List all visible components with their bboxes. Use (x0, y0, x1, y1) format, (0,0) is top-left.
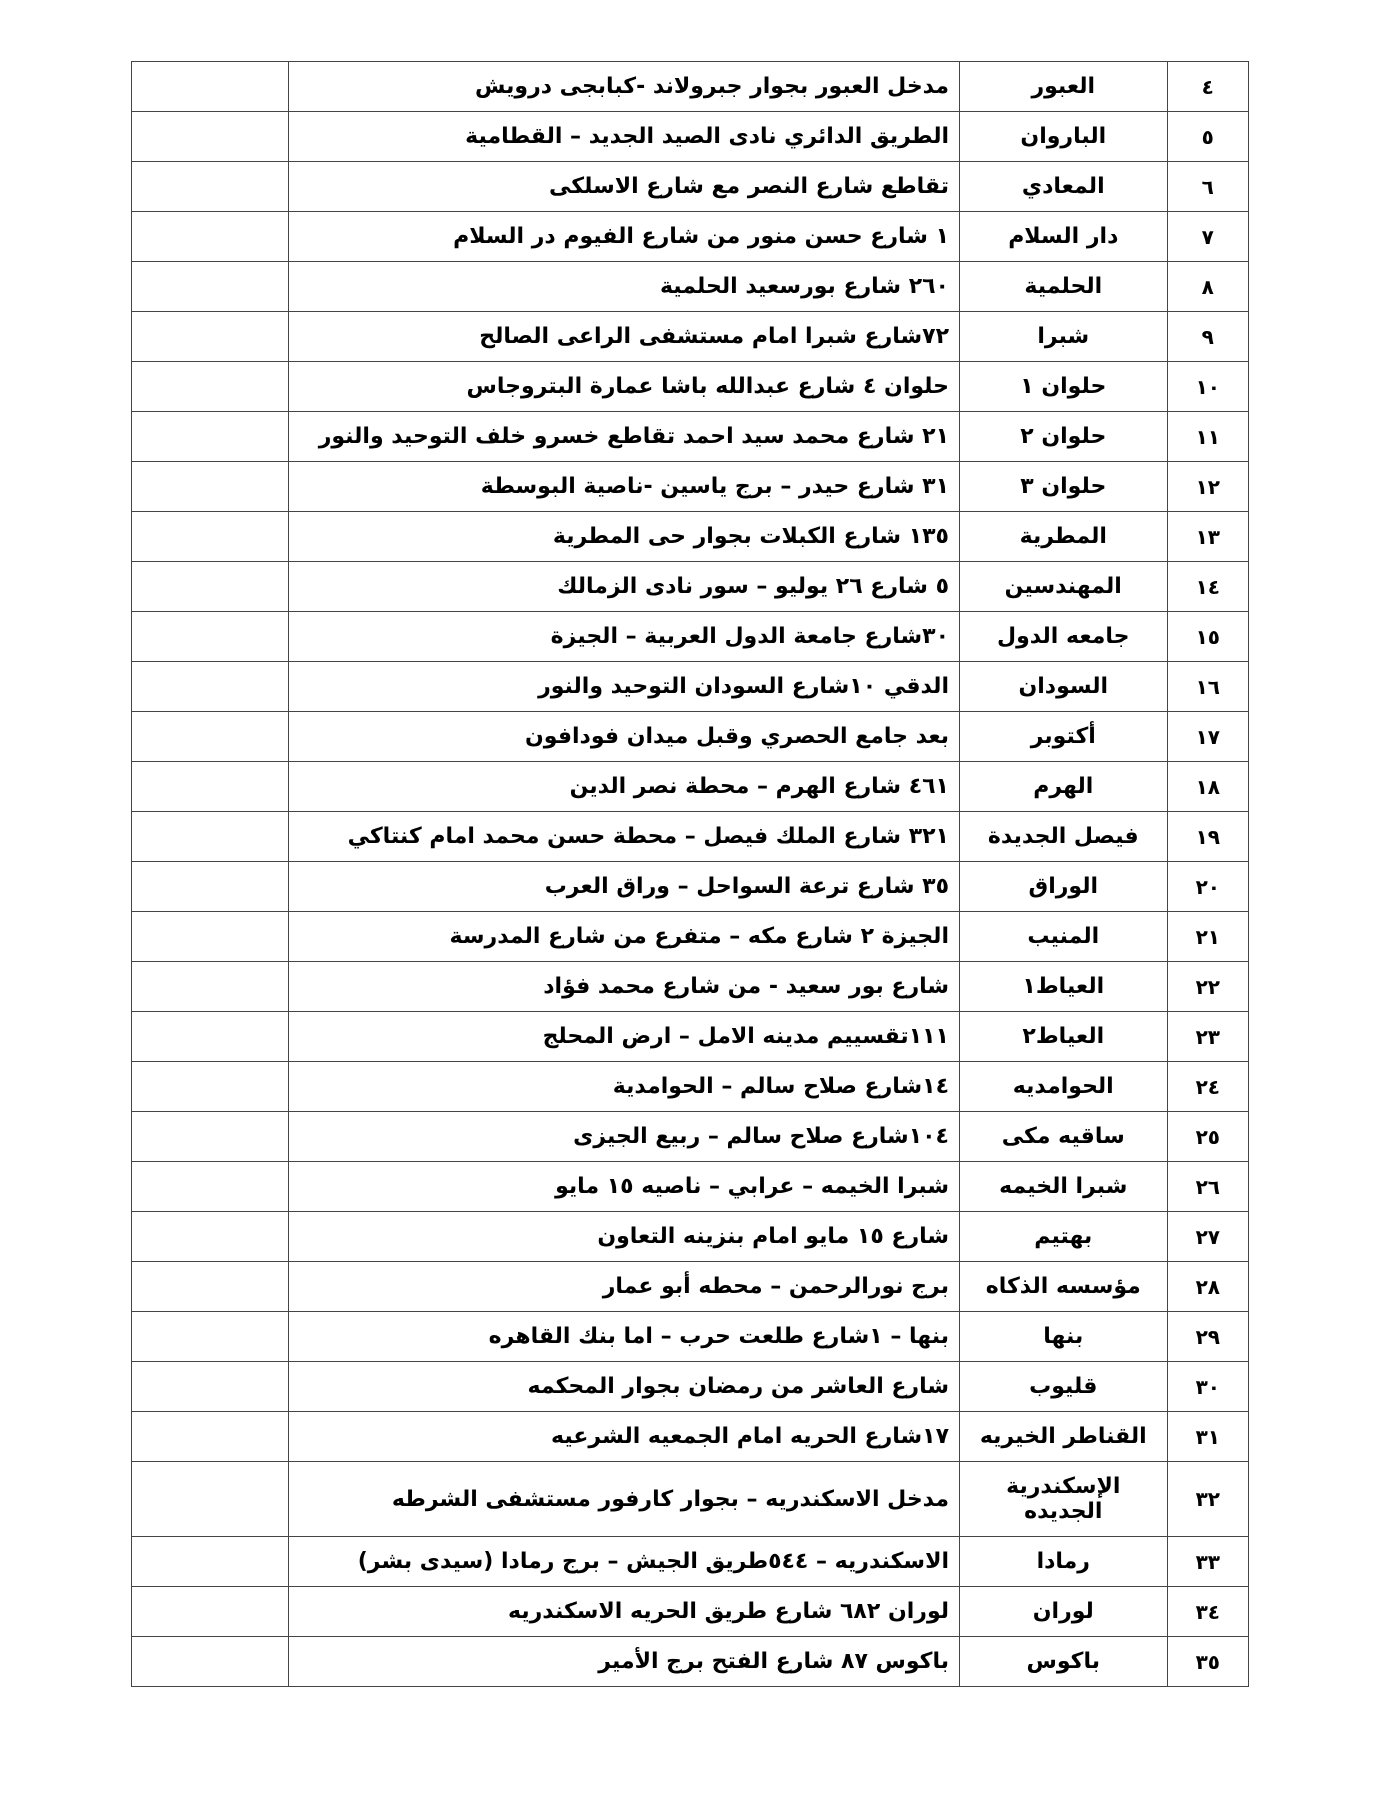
address: ٢٦٠ شارع بورسعيد الحلمية (289, 262, 960, 312)
table-row (132, 112, 1249, 162)
empty-cell (132, 712, 289, 762)
empty-cell (132, 662, 289, 712)
empty-cell (132, 312, 289, 362)
empty-cell (132, 612, 289, 662)
table-row (132, 1312, 1249, 1362)
address: ٣٠شارع جامعة الدول العربية – الجيزة (289, 612, 960, 662)
address: ٣٥ شارع ترعة السواحل – وراق العرب (289, 862, 960, 912)
address: الطريق الدائري نادى الصيد الجديد – القطامية (289, 112, 960, 162)
empty-cell (132, 1637, 289, 1687)
row-number: ١٩ (1167, 812, 1248, 862)
empty-cell (132, 412, 289, 462)
area-name: شبرا (960, 312, 1168, 362)
table-row (132, 562, 1249, 612)
area-name: حلوان ٣ (960, 462, 1168, 512)
address: حلوان ٤ شارع عبدالله باشا عمارة البتروجاس (289, 362, 960, 412)
area-name: الوراق (960, 862, 1168, 912)
table-row (132, 512, 1249, 562)
empty-cell (132, 1462, 289, 1537)
empty-cell (132, 112, 289, 162)
empty-cell (132, 1012, 289, 1062)
row-number: ٢٣ (1167, 1012, 1248, 1062)
table-row (132, 312, 1249, 362)
address: ٤٦١ شارع الهرم – محطة نصر الدين (289, 762, 960, 812)
empty-cell (132, 162, 289, 212)
empty-cell (132, 262, 289, 312)
address: ١١١تقسييم مدينه الامل – ارض المحلج (289, 1012, 960, 1062)
row-number: ٢٦ (1167, 1162, 1248, 1212)
address: شارع ١٥ مايو امام بنزينه التعاون (289, 1212, 960, 1262)
table-row (132, 662, 1249, 712)
table-row (132, 1587, 1249, 1637)
area-name: المهندسين (960, 562, 1168, 612)
area-name: بهتيم (960, 1212, 1168, 1262)
row-number: ٦ (1167, 162, 1248, 212)
table-row (132, 462, 1249, 512)
area-name: شبرا الخيمه (960, 1162, 1168, 1212)
table-row (132, 1462, 1249, 1537)
empty-cell (132, 1537, 289, 1587)
area-name: الحوامديه (960, 1062, 1168, 1112)
area-name: أكتوبر (960, 712, 1168, 762)
area-name: بنها (960, 1312, 1168, 1362)
row-number: ٨ (1167, 262, 1248, 312)
row-number: ٧ (1167, 212, 1248, 262)
area-name: القناطر الخيريه (960, 1412, 1168, 1462)
empty-cell (132, 812, 289, 862)
row-number: ١٣ (1167, 512, 1248, 562)
table-row (132, 1412, 1249, 1462)
address: تقاطع شارع النصر مع شارع الاسلكى (289, 162, 960, 212)
area-name: حلوان ٢ (960, 412, 1168, 462)
row-number: ١٧ (1167, 712, 1248, 762)
address: بنها – ١شارع طلعت حرب – اما بنك القاهره (289, 1312, 960, 1362)
address: مدخل العبور بجوار جبرولاند -كبابجى درويش (289, 62, 960, 112)
table-row (132, 862, 1249, 912)
area-name: الحلمية (960, 262, 1168, 312)
row-number: ٣٢ (1167, 1462, 1248, 1537)
table-row (132, 762, 1249, 812)
address: الجيزة ٢ شارع مكه – متفرع من شارع المدرسة (289, 912, 960, 962)
row-number: ١٨ (1167, 762, 1248, 812)
address: الاسكندريه – ٥٤٤طريق الجيش – برج رمادا (سيدى بشر) (289, 1537, 960, 1587)
row-number: ٤ (1167, 62, 1248, 112)
table-row (132, 1162, 1249, 1212)
row-number: ١٢ (1167, 462, 1248, 512)
empty-cell (132, 1062, 289, 1112)
table-row (132, 1362, 1249, 1412)
table-row (132, 1262, 1249, 1312)
area-name: مؤسسه الذكاه (960, 1262, 1168, 1312)
table-row (132, 212, 1249, 262)
address: ١٠٤شارع صلاح سالم – ربيع الجيزى (289, 1112, 960, 1162)
area-name: رمادا (960, 1537, 1168, 1587)
row-number: ٢٩ (1167, 1312, 1248, 1362)
empty-cell (132, 862, 289, 912)
area-name: دار السلام (960, 212, 1168, 262)
address: ١٧شارع الحريه امام الجمعيه الشرعيه (289, 1412, 960, 1462)
address: شارع العاشر من رمضان بجوار المحكمه (289, 1362, 960, 1412)
area-name: لوران (960, 1587, 1168, 1637)
row-number: ٣١ (1167, 1412, 1248, 1462)
row-number: ٣٣ (1167, 1537, 1248, 1587)
row-number: ٢٠ (1167, 862, 1248, 912)
empty-cell (132, 462, 289, 512)
table-row (132, 412, 1249, 462)
row-number: ٢٢ (1167, 962, 1248, 1012)
area-name: المعادي (960, 162, 1168, 212)
empty-cell (132, 762, 289, 812)
empty-cell (132, 62, 289, 112)
area-name: ساقيه مكى (960, 1112, 1168, 1162)
row-number: ١٦ (1167, 662, 1248, 712)
address: شارع بور سعيد - من شارع محمد فؤاد (289, 962, 960, 1012)
area-name: العياط١ (960, 962, 1168, 1012)
address: مدخل الاسكندريه – بجوار كارفور مستشفى الشرطه (289, 1462, 960, 1537)
area-name: جامعه الدول (960, 612, 1168, 662)
address: ١٤شارع صلاح سالم – الحوامدية (289, 1062, 960, 1112)
row-number: ٣٠ (1167, 1362, 1248, 1412)
table-row (132, 262, 1249, 312)
table-row (132, 1537, 1249, 1587)
table-row (132, 1112, 1249, 1162)
empty-cell (132, 1112, 289, 1162)
row-number: ٢١ (1167, 912, 1248, 962)
empty-cell (132, 1312, 289, 1362)
empty-cell (132, 512, 289, 562)
area-name: قليوب (960, 1362, 1168, 1412)
address: ٧٢شارع شبرا امام مستشفى الراعى الصالح (289, 312, 960, 362)
empty-cell (132, 1412, 289, 1462)
empty-cell (132, 1162, 289, 1212)
area-name: السودان (960, 662, 1168, 712)
address: ٢١ شارع محمد سيد احمد تقاطع خسرو خلف التوحيد والنور (289, 412, 960, 462)
area-name: الباروان (960, 112, 1168, 162)
row-number: ٢٧ (1167, 1212, 1248, 1262)
table-row (132, 62, 1249, 112)
area-name: فيصل الجديدة (960, 812, 1168, 862)
table-row (132, 612, 1249, 662)
row-number: ١١ (1167, 412, 1248, 462)
table-row (132, 1212, 1249, 1262)
table-row (132, 962, 1249, 1012)
address: لوران ٦٨٢ شارع طريق الحريه الاسكندريه (289, 1587, 960, 1637)
empty-cell (132, 1362, 289, 1412)
area-name: الهرم (960, 762, 1168, 812)
address: ٣٢١ شارع الملك فيصل – محطة حسن محمد امام كنتاكي (289, 812, 960, 862)
table-row (132, 712, 1249, 762)
address: بعد جامع الحصري وقبل ميدان فودافون (289, 712, 960, 762)
empty-cell (132, 1262, 289, 1312)
branches-table (131, 61, 1249, 1687)
table-row (132, 362, 1249, 412)
address: ٥ شارع ٢٦ يوليو – سور نادى الزمالك (289, 562, 960, 612)
row-number: ٩ (1167, 312, 1248, 362)
address: ٣١ شارع حيدر – برج ياسين -ناصية البوسطة (289, 462, 960, 512)
empty-cell (132, 962, 289, 1012)
empty-cell (132, 1212, 289, 1262)
empty-cell (132, 912, 289, 962)
table-row (132, 162, 1249, 212)
address: ١ شارع حسن منور من شارع الفيوم در السلام (289, 212, 960, 262)
row-number: ١٥ (1167, 612, 1248, 662)
address: برج نورالرحمن – محطه أبو عمار (289, 1262, 960, 1312)
empty-cell (132, 562, 289, 612)
row-number: ٥ (1167, 112, 1248, 162)
row-number: ٣٤ (1167, 1587, 1248, 1637)
area-name: العبور (960, 62, 1168, 112)
row-number: ٢٥ (1167, 1112, 1248, 1162)
table-row (132, 912, 1249, 962)
row-number: ١٤ (1167, 562, 1248, 612)
area-name: العياط٢ (960, 1012, 1168, 1062)
area-name: باكوس (960, 1637, 1168, 1687)
row-number: ٢٤ (1167, 1062, 1248, 1112)
table-row (132, 1012, 1249, 1062)
empty-cell (132, 212, 289, 262)
row-number: ٢٨ (1167, 1262, 1248, 1312)
row-number: ٣٥ (1167, 1637, 1248, 1687)
empty-cell (132, 1587, 289, 1637)
area-name: الإسكندرية الجديده (960, 1462, 1168, 1537)
row-number: ١٠ (1167, 362, 1248, 412)
address: ١٣٥ شارع الكبلات بجوار حى المطرية (289, 512, 960, 562)
empty-cell (132, 362, 289, 412)
area-name: المطرية (960, 512, 1168, 562)
table-row (132, 1637, 1249, 1687)
address: الدقي ١٠شارع السودان التوحيد والنور (289, 662, 960, 712)
area-name: حلوان ١ (960, 362, 1168, 412)
area-name: المنيب (960, 912, 1168, 962)
address: باكوس ٨٧ شارع الفتح برج الأمير (289, 1637, 960, 1687)
address: شبرا الخيمه – عرابي – ناصيه ١٥ مايو (289, 1162, 960, 1212)
table-body (132, 62, 1249, 1687)
table-row (132, 812, 1249, 862)
table-row (132, 1062, 1249, 1112)
